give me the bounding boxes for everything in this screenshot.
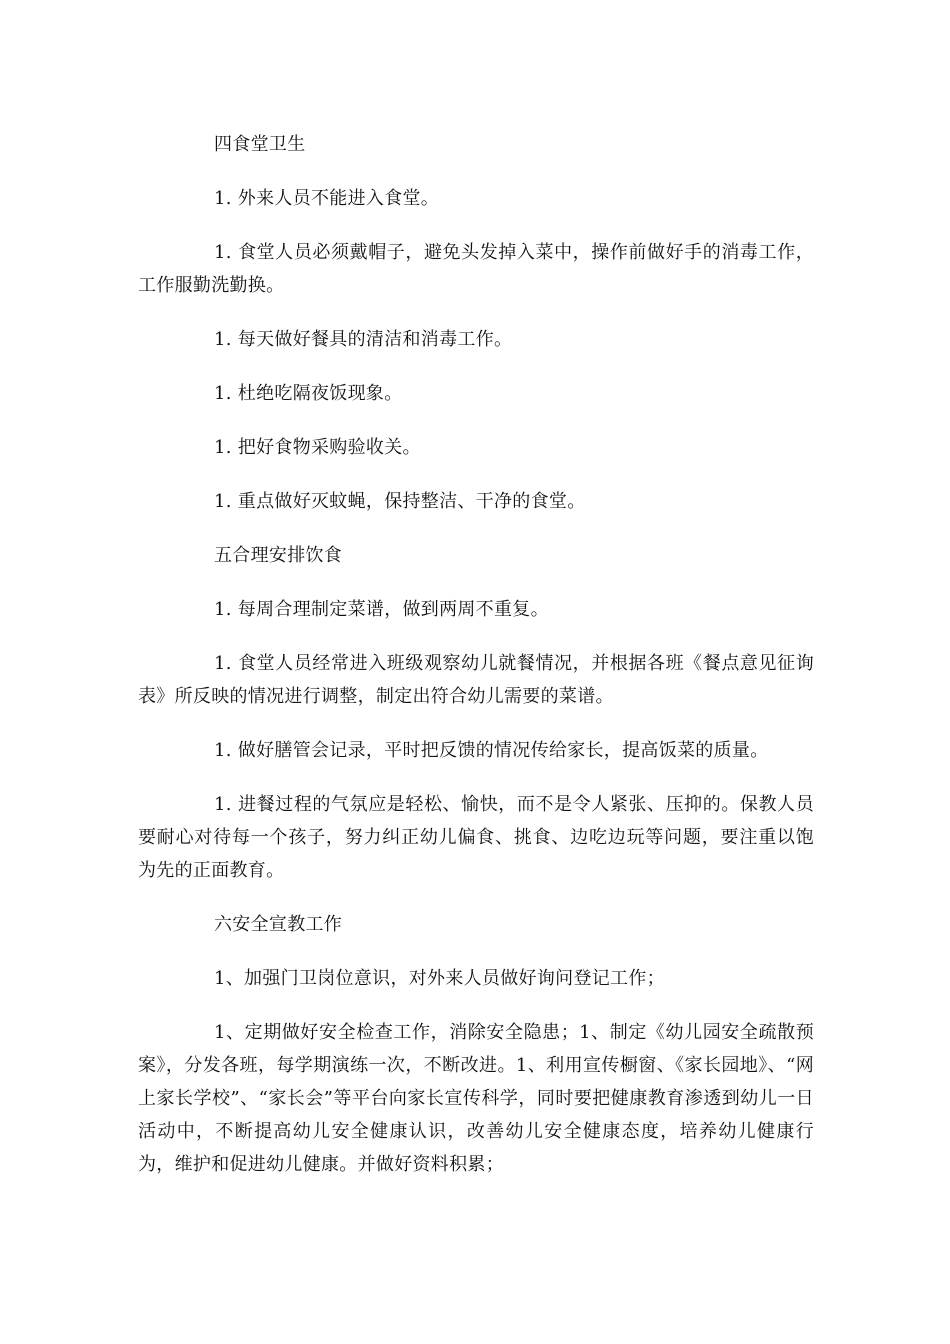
section-heading-safety-education: 六安全宣教工作 <box>214 914 343 935</box>
paragraph: 1、定期做好安全检查工作，消除安全隐患；1、制定《幼儿园安全疏散预案》，分发各班，每学期演练一次，不断改进。1、利用宣传橱窗、《家长园地》、“网上家长学校”、“家长会”等平台向家长宣传科学，同时要把健康教育渗透到幼儿一日活动中，不断提高幼儿安全健康认识，改善幼儿安全健康态度，培养幼儿健康行为，维护和促进幼儿健康。并做好资料积累； <box>138 1022 814 1175</box>
section-heading-canteen-hygiene: 四食堂卫生 <box>214 134 306 155</box>
paragraph: 1. 重点做好灭蚊蝇，保持整洁、干净的食堂。 <box>214 491 586 512</box>
document-body <box>138 128 814 1202</box>
paragraph: 1. 外来人员不能进入食堂。 <box>214 188 440 209</box>
paragraph: 1. 杜绝吃隔夜饭现象。 <box>214 383 403 404</box>
paragraph: 1. 食堂人员经常进入班级观察幼儿就餐情况，并根据各班《餐点意见征询表》所反映的情况进行调整，制定出符合幼儿需要的菜谱。 <box>138 653 814 707</box>
paragraph: 1、加强门卫岗位意识，对外来人员做好询问登记工作； <box>214 968 665 989</box>
paragraph: 1. 每天做好餐具的清洁和消毒工作。 <box>214 329 513 350</box>
section-heading-diet: 五合理安排饮食 <box>214 545 343 566</box>
paragraph: 1. 进餐过程的气氛应是轻松、愉快，而不是令人紧张、压抑的。保教人员要耐心对待每一个孩子，努力纠正幼儿偏食、挑食、边吃边玩等问题，要注重以饱为先的正面教育。 <box>138 794 814 881</box>
paragraph: 1. 每周合理制定菜谱，做到两周不重复。 <box>214 599 549 620</box>
paragraph: 1. 把好食物采购验收关。 <box>214 437 421 458</box>
paragraph: 1. 食堂人员必须戴帽子，避免头发掉入菜中，操作前做好手的消毒工作，工作服勤洗勤换。 <box>138 242 814 296</box>
paragraph: 1. 做好膳管会记录，平时把反馈的情况传给家长，提高饭菜的质量。 <box>214 740 769 761</box>
